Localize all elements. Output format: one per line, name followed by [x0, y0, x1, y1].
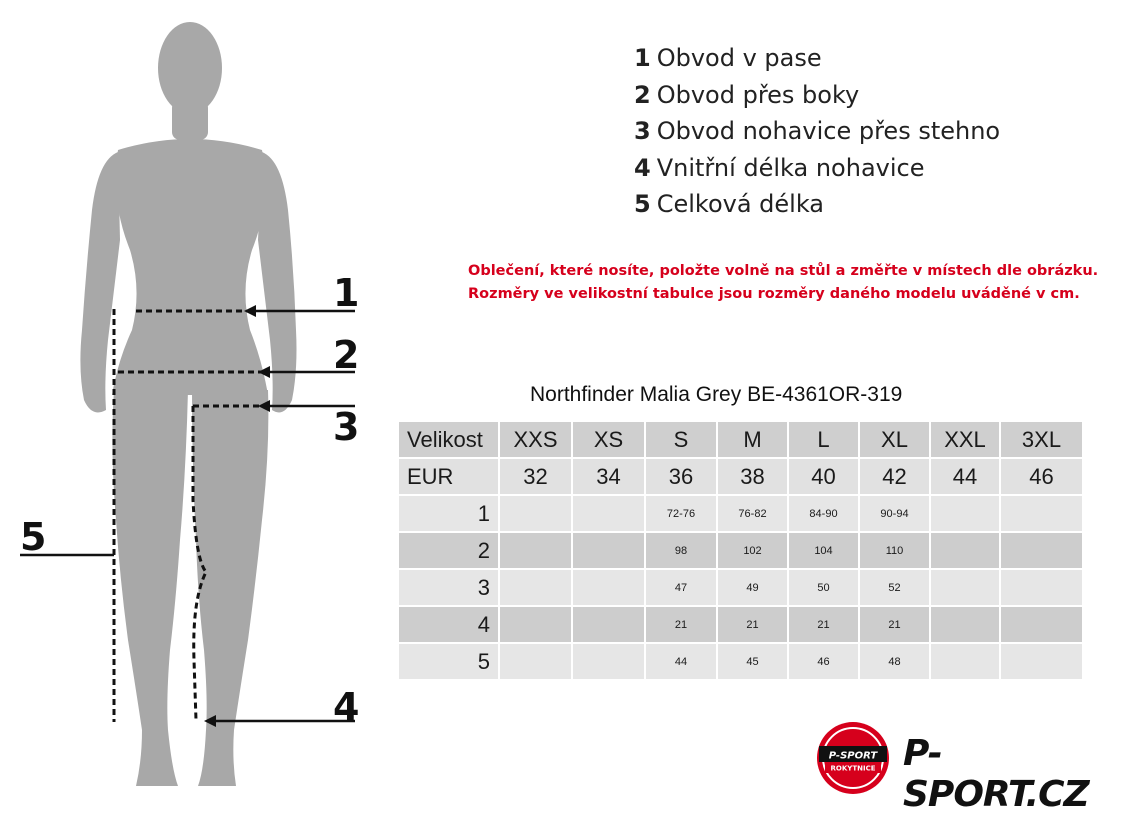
size-cell: 21 [859, 606, 930, 643]
legend-item [634, 77, 1000, 114]
size-cell: 42 [859, 458, 930, 495]
size-cell: 98 [645, 532, 717, 569]
size-cell: 34 [572, 458, 645, 495]
size-cell [572, 569, 645, 606]
legend-number: 3 [634, 117, 651, 145]
legend-text: Obvod nohavice přes stehno [656, 117, 1001, 145]
size-cell [572, 532, 645, 569]
size-cell: 45 [717, 643, 788, 680]
size-cell: 44 [645, 643, 717, 680]
logo-badge [817, 722, 889, 794]
size-cell: 104 [788, 532, 859, 569]
size-table [397, 420, 1084, 681]
legend-number: 5 [634, 190, 651, 218]
legend-item [634, 113, 1000, 150]
size-cell [572, 606, 645, 643]
logo-badge-top: P-SPORT [828, 750, 878, 762]
size-cell: 32 [499, 458, 572, 495]
size-cell: 49 [717, 569, 788, 606]
size-table-body [398, 421, 1083, 680]
size-cell: 50 [788, 569, 859, 606]
size-cell: XXS [499, 421, 572, 458]
legend-number: 1 [634, 44, 651, 72]
size-cell: 46 [788, 643, 859, 680]
size-cell [572, 495, 645, 532]
size-cell: XXL [930, 421, 1000, 458]
size-cell: 44 [930, 458, 1000, 495]
marker-3: 3 [333, 405, 360, 449]
size-cell [499, 643, 572, 680]
size-cell: 47 [645, 569, 717, 606]
marker-5: 5 [20, 515, 47, 559]
size-cell [1000, 569, 1083, 606]
marker-2: 2 [333, 333, 360, 377]
size-cell: M [717, 421, 788, 458]
measurement-row [398, 532, 1083, 569]
row-label-cell: 2 [398, 532, 499, 569]
size-cell: XL [859, 421, 930, 458]
instruction-line-2: Rozměry ve velikostní tabulce jsou rozměry daného modelu uváděné v cm. [468, 286, 1080, 302]
legend-number: 2 [634, 80, 651, 109]
size-cell: 46 [1000, 458, 1083, 495]
product-title: Northfinder Malia Grey BE-4361OR-319 [530, 383, 903, 406]
brand-name: P-SPORT.CZ [903, 733, 1089, 815]
size-cell: 21 [717, 606, 788, 643]
size-cell: 52 [859, 569, 930, 606]
legend-item [634, 186, 1000, 223]
size-cell: 40 [788, 458, 859, 495]
size-cell: XS [572, 421, 645, 458]
legend-text: Obvod v pase [656, 44, 822, 72]
measurement-instructions [468, 260, 1098, 306]
size-cell [930, 532, 1000, 569]
size-cell: 102 [717, 532, 788, 569]
row-label-cell: 1 [398, 495, 499, 532]
size-cell: 110 [859, 532, 930, 569]
size-cell [499, 532, 572, 569]
size-cell [499, 569, 572, 606]
size-cell: 90-94 [859, 495, 930, 532]
legend-item [634, 150, 1000, 187]
legend-number: 4 [634, 153, 651, 182]
size-cell [499, 606, 572, 643]
size-cell: 38 [717, 458, 788, 495]
size-cell: 76-82 [717, 495, 788, 532]
legend-text: Obvod přes boky [656, 80, 860, 109]
size-cell [930, 643, 1000, 680]
size-cell [930, 569, 1000, 606]
size-cell [1000, 532, 1083, 569]
size-cell: L [788, 421, 859, 458]
size-cell [1000, 643, 1083, 680]
measurement-row [398, 569, 1083, 606]
eur-size-row [398, 458, 1083, 495]
size-cell: S [645, 421, 717, 458]
measurement-row [398, 495, 1083, 532]
marker-1: 1 [333, 271, 360, 315]
size-header-row [398, 421, 1083, 458]
size-cell: 21 [788, 606, 859, 643]
row-label-cell: Velikost [398, 421, 499, 458]
measurement-legend [634, 40, 1000, 223]
size-cell [499, 495, 572, 532]
size-cell [572, 643, 645, 680]
row-label-cell: 5 [398, 643, 499, 680]
size-cell: 3XL [1000, 421, 1083, 458]
logo-badge-bottom: ROKYTNICE [830, 764, 876, 773]
size-cell: 84-90 [788, 495, 859, 532]
size-cell: 36 [645, 458, 717, 495]
row-label-cell: 3 [398, 569, 499, 606]
legend-text: Celková délka [656, 190, 825, 218]
size-cell [1000, 606, 1083, 643]
body-measurement-figure [0, 0, 380, 794]
size-cell [930, 606, 1000, 643]
instruction-line-1: Oblečení, které nosíte, položte volně na stůl a změřte v místech dle obrázku. [468, 263, 1099, 279]
marker-4: 4 [333, 685, 360, 729]
measurement-row [398, 606, 1083, 643]
row-label-cell: EUR [398, 458, 499, 495]
legend-item [634, 40, 1000, 77]
legend-text: Vnitřní délka nohavice [656, 153, 925, 182]
size-cell: 21 [645, 606, 717, 643]
row-label-cell: 4 [398, 606, 499, 643]
measurement-row [398, 643, 1083, 680]
size-cell [1000, 495, 1083, 532]
size-cell: 72-76 [645, 495, 717, 532]
size-cell: 48 [859, 643, 930, 680]
size-cell [930, 495, 1000, 532]
